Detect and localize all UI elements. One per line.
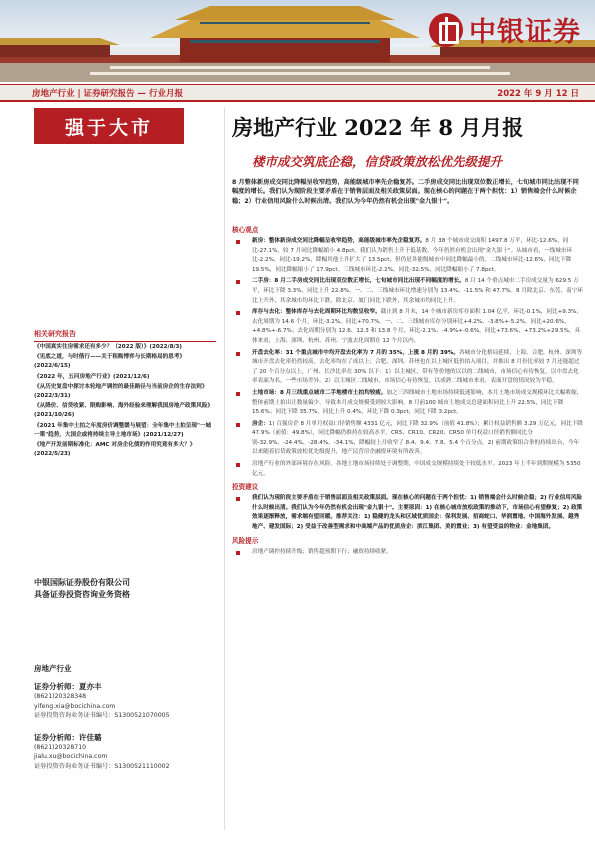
bullet-lead: 新房：整体新房成交同比降幅呈收窄趋势，高能级城市率先企稳复苏。 bbox=[252, 238, 426, 244]
bullet-developers bbox=[232, 420, 584, 458]
main-body bbox=[232, 222, 584, 557]
bullet-lead: 土地市场：8 月三线重点城市二手地楼市土拍均较疲。 bbox=[252, 389, 387, 396]
bullet-lead: 库存与去化：整体库存与去化周期环比均数呈收窄。 bbox=[252, 309, 381, 316]
analyst-name: 证券分析师：许佳璐 bbox=[34, 732, 102, 742]
analyst-sector: 房地产行业 bbox=[34, 664, 72, 673]
analyst-phone: (8621)20328710 bbox=[34, 743, 87, 751]
rating-badge: 强于大市 bbox=[34, 108, 184, 144]
bullet-lead: 二手房：8 月二手房成交同比出现双位数正增长，七旬城市同比出现不同幅度的增长。 bbox=[252, 278, 465, 285]
analyst-email[interactable]: yifeng.xia@bocichina.com bbox=[34, 702, 116, 710]
bullet-risk bbox=[232, 548, 584, 558]
related-heading: 相关研究报告 bbox=[34, 329, 216, 342]
bullet-lead: 房企： bbox=[252, 420, 269, 427]
related-reports bbox=[34, 329, 216, 459]
summary-paragraph: 8 月整体新房成交同比降幅呈收窄趋势，高能级城市率先企稳复苏。二手房成交同比出现双位数正增长，七旬城市同比出现不同幅度的增长。我们认为现阶段主要矛盾在于销售层面及相关政策层面。现在核心的问题在于两个担忧：1）销售端会什么时候企稳；2）行业信用风险什么时候出清。我们认为今年仍然有机会出现"金九银十"。 bbox=[232, 179, 579, 205]
report-category: 房地产行业 | 证券研究报告 — 行业月报 bbox=[32, 88, 183, 99]
firm-qualification: 具备证券投资咨询业务资格 bbox=[34, 590, 130, 599]
bullet-text: 房地产行业的外部环境存在风险。各地土地市场持续处于调整期，中国成交规模持续处于较低水平。2023 年上半年到期规模为 5350 亿元。 bbox=[252, 461, 581, 477]
invest-text: 我们认为现阶段主要矛盾在于销售层面及相关政策层面。现在核心的问题在于两个担忧：1) 销售端会什么时候企稳；2) 行业信用风险什么时候出清。我们认为今年仍然有机会出现"金九银十"。主要原因：1) 在核心城市放松政策的推动下，市场信心有望修复；2) 政策效果逐渐释放，需求端有望回暖。推荐关注：1) 稳健的龙头和区域优质国企：保利发展、招商蛇口、华润置地、中国海外发展、越秀地产、建发国际；2) 受益于改善型需求和中高端产品的优质房企：滨江集团、美的置业；3) 有望受益的物业：金地集团。 bbox=[252, 495, 583, 531]
bullet-text: 8 月 38 个城市成交面积 1497.8 万平，环比-12.6%，同比-27.1%，较 7 月同比降幅缩小 4.8pct。我们认为销售上升于低基数。今年仍然有机会出现"金九银十"。从城市看，一线城市环比-2.2%，同比-19.2%，降幅其他上升扩大了 13.5pct，但仍是各能级城市中同比降幅最小的。二线城市环比-12.6%，同比下降 19.5%，同比降幅缩小了 17.9pct。三线城市环比-2.2%，同比-32.5%，同比降幅缩小了 7.8pct。 bbox=[252, 238, 573, 273]
rating-block bbox=[34, 108, 216, 144]
report-title: 房地产行业 2022 年 8 月月报 bbox=[232, 115, 524, 140]
bullet-land-market bbox=[232, 389, 584, 418]
bullet-new-home bbox=[232, 237, 584, 275]
invest-heading: 投资建议 bbox=[232, 483, 259, 492]
logo-text: 中银证券 bbox=[469, 17, 581, 48]
bank-logo-icon bbox=[429, 13, 463, 47]
analyst-email[interactable]: jialu.xu@bocichina.com bbox=[34, 753, 108, 761]
column-divider bbox=[224, 108, 225, 830]
related-report-item[interactable]: 《地产开发前期标准化：AMC 对房企化债的作用究竟有多大？》(2022/5/23) bbox=[34, 442, 196, 458]
bullet-opening-rate bbox=[232, 349, 584, 387]
bullet-second-hand bbox=[232, 277, 584, 306]
bullet-text: 8 月 14 个重点城市二手房成交量为 629.5 万平，环比下降 3.3%，同比上升 22.8%。一、二、三线城市环比增速分别为 13.4%、-11.5% 和 47.7%。8 月除北京、东莞、南宁环比上升外，其余城市均环比下跌，除北京、厦门同比下跌外，其余城市均同比上升。 bbox=[252, 278, 583, 304]
bullet-financing bbox=[232, 460, 584, 479]
firm-info bbox=[34, 577, 216, 601]
bullet-text: 截止到 8 月末，14 个城市新房库存面积 1.04 亿平，环比-0.1%，同比+9.3%；去化周期为 14.6 个月，环比-3.2%，同比+70.7%。一、二、三线城市库存分别环比+4.2%、-3.8%+-5.2%，同比+20.6%，+4.8%+-6.7%；去化周期分别为 12.6、12.3 和 13.8 个月，环比-2.1%、-4.9%+-0.6%，同比+73.6%，+73.2%+29.5%，具体来看，上海、深圳、杭州、苏州、宁波去化周期在 12 个月以内。 bbox=[252, 309, 583, 344]
analyst-block bbox=[34, 663, 216, 772]
risk-heading: 风险提示 bbox=[232, 536, 259, 545]
bullet-text: 1) 百强房企 8 月单月权益口径销售额 4331 亿元，同比下降 32.9%（前值 41.8%）；累计权益销售额 3.29 万亿元，同比下降 47.9%（前值：49.8%），同比降幅仍维持在较高水平。CR5、CR10、CR20、CR50 单月权益口径销售额同比分别-32.9%、-24.4%、-28.4%、-34.1%，降幅较上月收窄了 8.4、9.4、7.8、5.4 个百分点。2) 前期政策组合拳的持续出台，今年以来随着信贷政策放松优先级提升，地产民营房企融资环境有所改善。 bbox=[252, 420, 583, 456]
related-report-item[interactable]: 《中国真实住房需求还有多少？（2022 版）》(2022/8/3) bbox=[34, 344, 182, 350]
risk-text: 房地产调控持续升级；销售超预期下行；融资持续收紧。 bbox=[252, 548, 392, 555]
bullet-inventory bbox=[232, 308, 584, 346]
related-report-item[interactable]: 《见底之道，与时偕行——关于租购博弈与长期格局的思考》(2022/6/15) bbox=[34, 354, 186, 370]
bullet-text: 加之三四线城市土地市场持续低迷影响，本月土地市场成交规模环比大幅收缩，整体前期土拍出让数量偏少，导致本月成交规模受到较大影响。8 月前100 城市土地成交总建面积同比上升 22.5%，同比下降 15.6%；同比下降 35.7%，同比上升 0.4%，环比下降 0.3pct，同比下降 3.2pct。 bbox=[252, 389, 583, 416]
bullet-lead: 开盘去化率：31 个重点城市中均开盘去化率为 7 月的 35%，上涨 8 月的 39%。 bbox=[252, 349, 460, 356]
firm-name: 中银国际证券股份有限公司 bbox=[34, 578, 130, 587]
report-date: 2022 年 9 月 12 日 bbox=[497, 88, 579, 99]
analyst-name: 证券分析师：夏亦丰 bbox=[34, 682, 102, 691]
header-banner bbox=[0, 0, 595, 82]
related-report-item[interactable]: 《2021 年集中土拍之年度房价调整缓与展望：全年集中土拍呈现"一城一策"趋势，大国企或将持续主导土地市场》(2021/12/27) bbox=[34, 422, 212, 438]
core-heading: 核心观点 bbox=[232, 226, 259, 234]
bullet-invest bbox=[232, 494, 584, 532]
analyst-cert: 证券投资咨询业务证书编号：S1300521070005 bbox=[34, 712, 170, 720]
bullet-text: 各城市分化格局延续，上海、合肥、杭州、深圳等城市开盘去化率仍然较高，去化率均在了成以上；合肥、深圳、苏州也在以上城区低价拍入项目，并推出 8 月份比率较 7 月还能超过了 20 个百分点以上，广州、长沙比率在 30% 以下：1）以主城区，带有等价地的以以的二线城市，市场信心有待恢复，以中盘去化率表面为名，一些市场差异。2）以主城区二线城市，市场信心有待恢复，以成熟二线城市来看，表面开盘的情况较为平稳。 bbox=[252, 349, 583, 385]
company-logo bbox=[429, 10, 581, 49]
analyst-cert: 证券投资咨询业务证书编号：S1300521110002 bbox=[34, 762, 170, 770]
related-report-item[interactable]: 《2022 年，五问房地产行业》(2021/12/6) bbox=[34, 373, 150, 380]
analyst-phone: (8621)20328348 bbox=[34, 693, 87, 700]
report-category-band bbox=[0, 84, 595, 102]
report-subtitle: 楼市成交筑底企稳，信贷政策放松优先级提升 bbox=[252, 154, 503, 169]
related-report-item[interactable]: 《从历史复盘中探讨本轮地产调控的最佳路径与当前房企的生存法则》(2022/3/31) bbox=[34, 383, 208, 400]
related-report-item[interactable]: 《从降价、信贷收紧、限购影响、海外经验来理解我国房地产政策风险》(2021/10/26) bbox=[34, 403, 214, 419]
